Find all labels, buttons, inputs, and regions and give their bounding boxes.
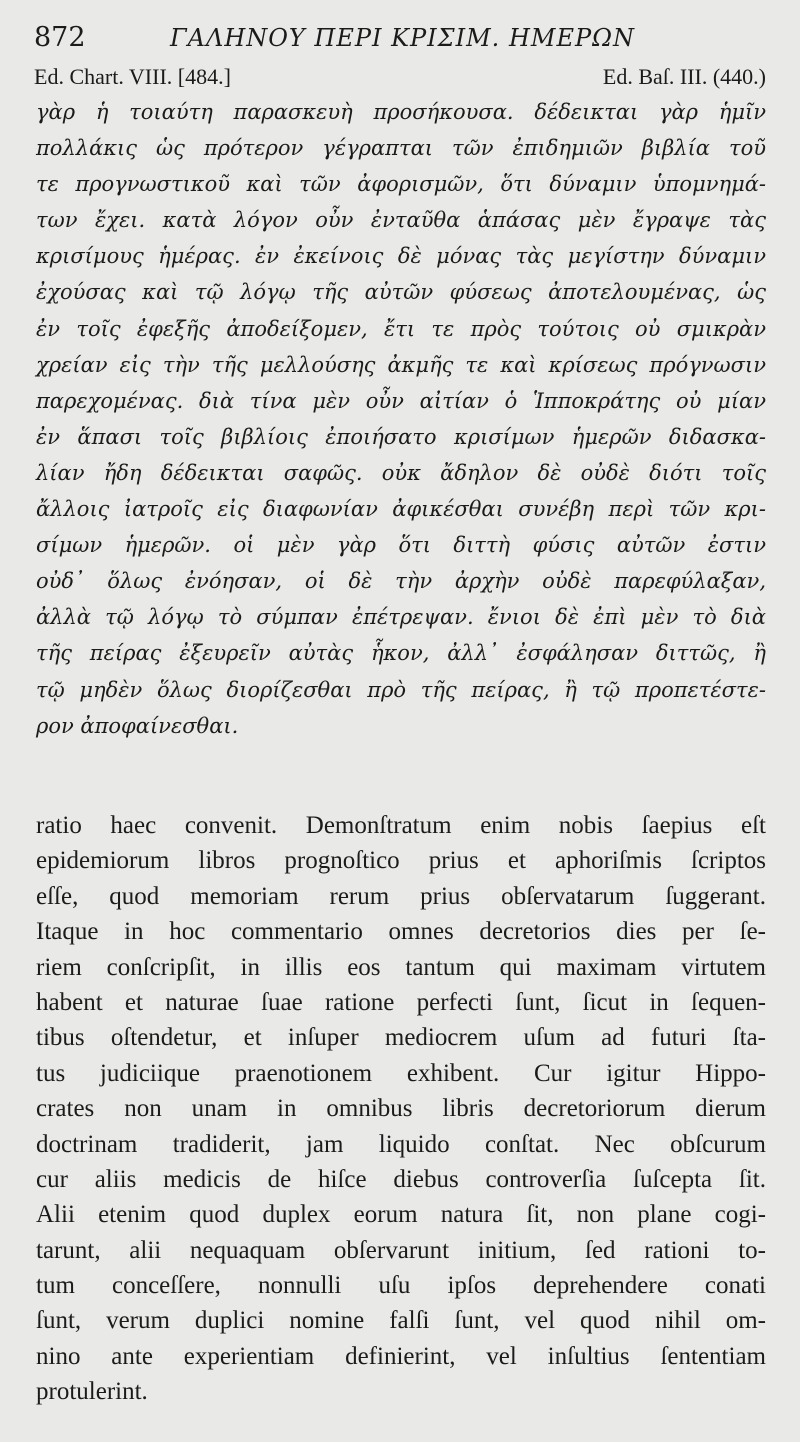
greek-text-line: γὰρ ἡ τοιαύτη παρασκευὴ προσήκουσα. δέδεικται γὰρ ἡμῖν (36, 100, 766, 124)
greek-text-line: ἐχούσας καὶ τῷ λόγῳ τῆς αὐτῶν φύσεως ἀποτελουμένας, ὡς (36, 280, 766, 305)
latin-text-line: tibus oſtendetur, et inſuper mediocrem uſum ad futuri ſta- (36, 1024, 766, 1052)
running-header (34, 14, 774, 54)
greek-text-line: κρισίμους ἡμέρας. ἐν ἐκείνοις δὲ μόνας τὰς μεγίστην δύναμιν (36, 244, 766, 269)
greek-text-line: τῆς πείρας ἐξευρεῖν αὐτὰς ἧκον, ἀλλ᾽ ἐσφάλησαν διττῶς, ἢ (36, 641, 766, 666)
latin-text-line: Itaque in hoc commentario omnes decretorios dies per ſe- (36, 918, 766, 946)
greek-text-line: ἀλλὰ τῷ λόγῳ τὸ σύμπαν ἐπέτρεψαν. ἔνιοι δὲ ἐπὶ μὲν τὸ διὰ (36, 605, 766, 630)
greek-text-line: παρεχομένας. διὰ τίνα μὲν οὖν αἰτίαν ὁ Ἱπποκράτης οὐ μίαν (36, 388, 766, 413)
latin-text-line: Alii etenim quod duplex eorum natura ſit, non plane cogi- (36, 1201, 766, 1229)
greek-text-line: τε προγνωστικοῦ καὶ τῶν ἀφορισμῶν, ὅτι δύναμιν ὑπομνημά- (36, 172, 766, 197)
greek-text-line: ἐν τοῖς ἐφεξῆς ἀποδείξομεν, ἔτι τε πρὸς τούτοις οὐ σμικρὰν (36, 316, 766, 341)
edition-chartier-ref: Ed. Chart. VIII. [484.] (34, 64, 231, 89)
latin-text-line: ratio haec convenit. Demonſtratum enim nobis ſaepius eſt (36, 812, 766, 839)
latin-text-line: riem conſcripſit, in illis eos tantum qui maximam virtutem (36, 953, 766, 981)
greek-text-line: λίαν ἤδη δέδεικται σαφῶς. οὐκ ἄδηλον δὲ οὐδὲ διότι τοῖς (36, 460, 766, 485)
latin-text-line: protulerint. (36, 1378, 148, 1406)
greek-text-line: ἄλλοις ἰατροῖς εἰς διαφωνίαν ἀφικέσθαι συνέβη περὶ τῶν κρι- (36, 497, 766, 522)
greek-text-block (36, 94, 766, 744)
latin-text-line: cur aliis medicis de hiſce diebus controverſia ſuſcepta ſit. (36, 1165, 766, 1193)
edition-references (34, 64, 766, 94)
page-number: 872 (34, 22, 86, 53)
running-title: ΓΑΛΗΝΟΥ ΠΕΡΙ ΚΡΙΣΙΜ. ΗΜΕΡΩΝ (170, 24, 636, 52)
latin-text-line: tarunt, alii nequaquam obſervarunt initium, ſed rationi to- (36, 1236, 766, 1264)
latin-text-line: ſunt, verum duplici nomine falſi ſunt, vel quod nihil om- (36, 1307, 766, 1335)
greek-text-line: ἐν ἅπασι τοῖς βιβλίοις ἐποιήσατο κρισίμων ἡμερῶν διδασκα- (36, 424, 766, 449)
latin-text-line: crates non unam in omnibus libris decretoriorum dierum (36, 1095, 766, 1123)
edition-basel-ref: Ed. Baſ. III. (440.) (602, 64, 766, 89)
greek-text-line: των ἔχει. κατὰ λόγον οὖν ἐνταῦθα ἁπάσας μὲν ἔγραψε τὰς (36, 208, 766, 233)
greek-text-line: πολλάκις ὡς πρότερον γέγραπται τῶν ἐπιδημιῶν βιβλία τοῦ (36, 136, 766, 161)
latin-text-line: tus judiciique praenotionem exhibent. Cur igitur Hippo- (36, 1059, 766, 1087)
greek-text-line: οὐδ᾽ ὅλως ἐνόησαν, οἱ δὲ τὴν ἀρχὴν οὐδὲ παρεφύλαξαν, (36, 569, 766, 594)
latin-text-line: tum conceſſere, nonnulli uſu ipſos deprehendere conati (36, 1272, 766, 1300)
latin-text-line: doctrinam tradiderit, jam liquido conſtat. Nec obſcurum (36, 1130, 766, 1158)
latin-text-line: epidemiorum libros prognoſtico prius et aphoriſmis ſcriptos (36, 847, 766, 875)
latin-text-line: habent et naturae ſuae ratione perfecti ſunt, ſicut in ſequen- (36, 988, 766, 1016)
greek-text-line: ρον ἀποφαίνεσθαι. (36, 713, 239, 738)
greek-text-line: σίμων ἡμερῶν. οἱ μὲν γὰρ ὅτι διττὴ φύσις αὐτῶν ἐστιν (36, 533, 766, 558)
greek-text-line: χρείαν εἰς τὴν τῆς μελλούσης ἀκμῆς τε καὶ κρίσεως πρόγνωσιν (36, 352, 766, 377)
greek-text-line: τῷ μηδὲν ὅλως διορίζεσθαι πρὸ τῆς πείρας, ἢ τῷ προπετέστε- (36, 677, 766, 702)
latin-text-line: eſſe, quod memoriam rerum prius obſervatarum ſuggerant. (36, 882, 766, 910)
latin-text-block (36, 808, 766, 1410)
latin-text-line: nino ante experientiam definierint, vel inſultius ſententiam (36, 1342, 766, 1370)
